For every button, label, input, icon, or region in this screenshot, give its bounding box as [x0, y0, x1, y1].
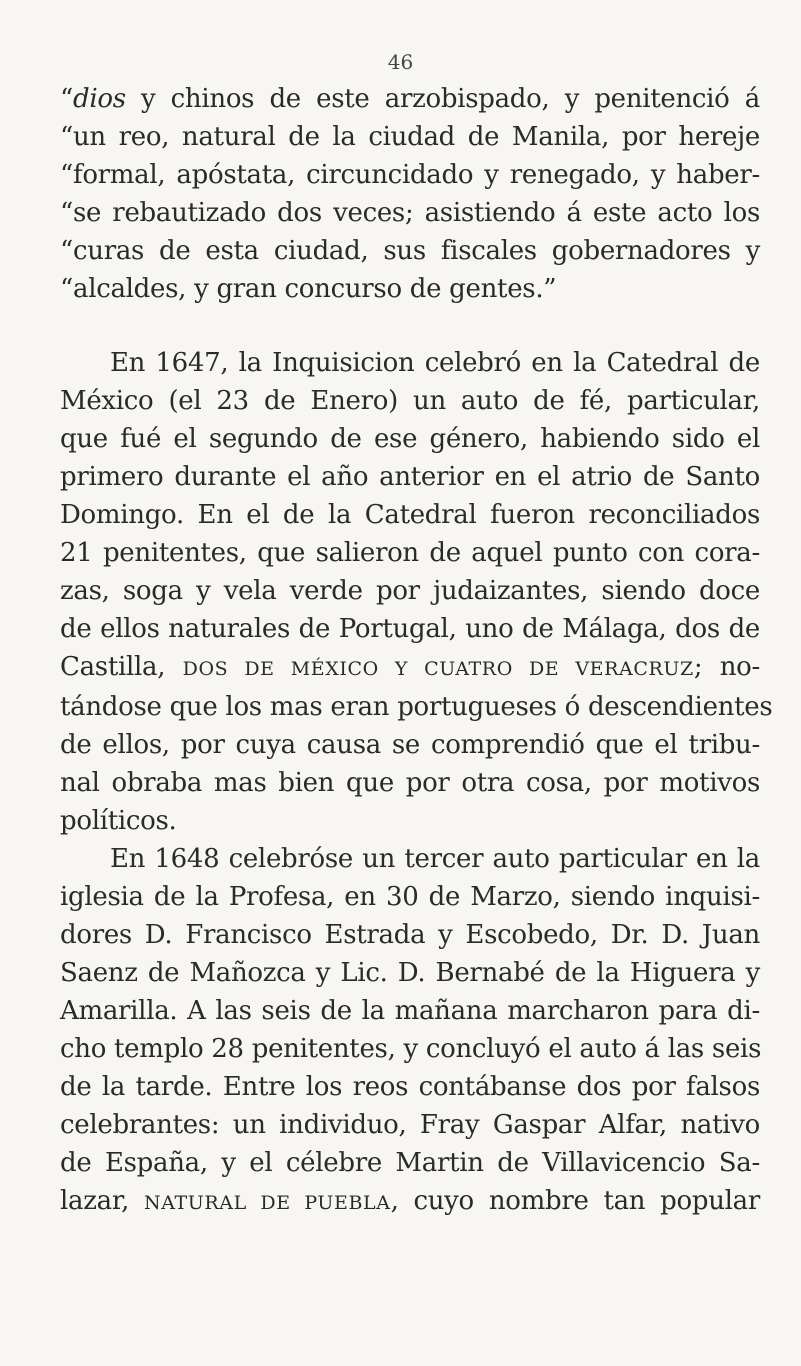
paragraph-line: lazar, NATURAL DE PUEBLA, cuyo nombre tan popular: [60, 1186, 761, 1216]
paragraph-line: primero durante el año anterior en el atrio de Santo: [60, 462, 760, 492]
paragraph-line: cho templo 28 penitentes, y concluyó el auto á las seis: [60, 1034, 762, 1064]
paragraph-line: iglesia de la Profesa, en 30 de Marzo, siendo inquisi-: [60, 882, 760, 912]
paragraph-line: zas, soga y vela verde por judaizantes, siendo doce: [60, 576, 760, 606]
paragraph-line: tándose que los mas eran portugueses ó descendientes: [60, 692, 773, 722]
paragraph-line: de ellos naturales de Portugal, uno de Málaga, dos de: [60, 614, 760, 644]
small-caps-text: DOS DE MÉXICO Y CUATRO DE VERACRUZ: [182, 658, 694, 680]
page-number: 46: [387, 50, 414, 74]
quote-line: “formal, apóstata, circuncidado y renegado, y haber-: [60, 160, 760, 190]
paragraph-line: México (el 23 de Enero) un auto de fé, particular,: [60, 386, 760, 416]
small-caps-text: NATURAL DE PUEBLA: [143, 1192, 391, 1214]
paragraph-line: Castilla, DOS DE MÉXICO Y CUATRO DE VERACRUZ; no-: [60, 652, 760, 682]
paragraph-line: celebrantes: un individuo, Fray Gaspar Alfar, nativo: [60, 1110, 760, 1140]
paragraph-line: que fué el segundo de ese género, habiendo sido el: [60, 424, 760, 454]
paragraph-line: de la tarde. Entre los reos contábanse dos por falsos: [60, 1072, 760, 1102]
paragraph-line: de España, y el célebre Martin de Villavicencio Sa-: [60, 1148, 760, 1178]
paragraph-line: 21 penitentes, que salieron de aquel punto con cora-: [60, 538, 760, 568]
paragraph-line: Saenz de Mañozca y Lic. D. Bernabé de la Higuera y: [60, 958, 760, 988]
quote-line: “dios y chinos de este arzobispado, y penitenció á: [60, 84, 760, 114]
text-body: [60, 80, 773, 1222]
quote-line: “alcaldes, y gran concurso de gentes.”: [60, 274, 557, 304]
quote-line: “un reo, natural de la ciudad de Manila, por hereje: [60, 122, 760, 152]
paragraph-line: dores D. Francisco Estrada y Escobedo, Dr. D. Juan: [60, 920, 760, 950]
quote-line: “se rebautizado dos veces; asistiendo á este acto los: [60, 198, 760, 228]
quote-line: “curas de esta ciudad, sus fiscales gobernadores y: [60, 236, 760, 266]
paragraph-line: En 1648 celebróse un tercer auto particular en la: [110, 844, 760, 874]
paragraph-line: nal obraba mas bien que por otra cosa, por motivos: [60, 768, 760, 798]
paragraph-line: En 1647, la Inquisicion celebró en la Catedral de: [110, 348, 760, 378]
paragraph-line: Amarilla. A las seis de la mañana marcharon para di-: [60, 996, 760, 1026]
paragraph-line: políticos.: [60, 806, 177, 836]
paragraph-line: de ellos, por cuya causa se comprendió que el tribu-: [60, 730, 760, 760]
paragraph-line: Domingo. En el de la Catedral fueron reconciliados: [60, 500, 760, 530]
